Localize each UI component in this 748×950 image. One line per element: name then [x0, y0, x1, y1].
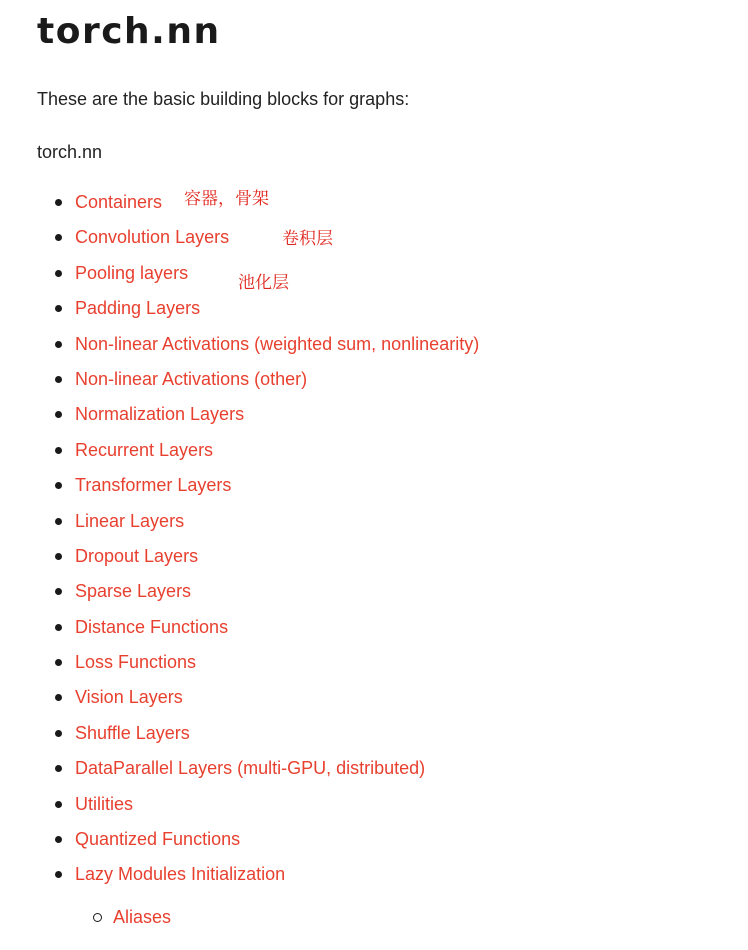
- bullet-icon: [55, 765, 62, 772]
- bullet-icon: [55, 270, 62, 277]
- toc-item-dropout-layers: [0, 544, 479, 579]
- bullet-icon: [55, 588, 62, 595]
- bullet-icon: [55, 659, 62, 666]
- toc-item-vision-layers: [0, 685, 479, 720]
- toc-link-lazy-modules-initialization[interactable]: Lazy Modules Initialization: [75, 864, 286, 885]
- toc-link-loss-functions[interactable]: Loss Functions: [75, 652, 197, 673]
- toc-item-linear-layers: [0, 509, 479, 544]
- bullet-icon: [55, 624, 62, 631]
- toc-link-transformer-layers[interactable]: Transformer Layers: [75, 475, 232, 496]
- toc-link-pooling-layers[interactable]: Pooling layers: [75, 262, 189, 283]
- toc-item-nonlinear-activations-other: [0, 367, 479, 402]
- toc-link-vision-layers[interactable]: Vision Layers: [75, 687, 183, 708]
- bullet-icon: [55, 341, 62, 348]
- toc-link-normalization-layers[interactable]: Normalization Layers: [75, 404, 245, 425]
- toc-item-recurrent-layers: [0, 438, 479, 473]
- toc-item-nonlinear-activations-weighted: [0, 332, 479, 367]
- toc-item-padding-layers: [0, 296, 479, 331]
- section-label: torch.nn: [37, 142, 103, 162]
- toc-link-dropout-layers[interactable]: Dropout Layers: [75, 545, 199, 566]
- toc-item-distance-functions: [0, 615, 479, 650]
- intro-text: These are the basic building blocks for graphs:: [37, 89, 410, 109]
- toc-link-shuffle-layers[interactable]: Shuffle Layers: [75, 722, 190, 743]
- annotation-convolution: 卷积层: [282, 229, 333, 249]
- bullet-icon: [55, 518, 62, 525]
- toc-link-convolution-layers[interactable]: Convolution Layers: [75, 227, 230, 248]
- toc-item-quantized-functions: [0, 827, 479, 862]
- bullet-icon: [55, 234, 62, 241]
- toc-item-lazy-modules-initialization: [0, 862, 479, 897]
- toc-link-nonlinear-activations-other[interactable]: Non-linear Activations (other): [75, 368, 308, 389]
- toc-link-distance-functions[interactable]: Distance Functions: [75, 616, 229, 637]
- bullet-icon: [55, 801, 62, 808]
- toc-link-nonlinear-activations-weighted[interactable]: Non-linear Activations (weighted sum, nonlinearity): [75, 333, 480, 354]
- page-title: torch.nn: [37, 11, 221, 52]
- bullet-icon: [55, 871, 62, 878]
- toc-item-transformer-layers: [0, 473, 479, 508]
- bullet-icon: [55, 730, 62, 737]
- toc-link-padding-layers[interactable]: Padding Layers: [75, 298, 201, 319]
- bullet-icon: [55, 694, 62, 701]
- toc-link-dataparallel-layers[interactable]: DataParallel Layers (multi-GPU, distributed): [75, 758, 426, 779]
- annotation-containers: 容器，骨架: [184, 189, 269, 209]
- toc-item-normalization-layers: [0, 402, 479, 437]
- toc-item-convolution-layers: [0, 225, 479, 260]
- toc-link-sparse-layers[interactable]: Sparse Layers: [75, 581, 192, 602]
- bullet-icon: [55, 447, 62, 454]
- annotation-pooling: 池化层: [238, 273, 289, 293]
- toc-item-sparse-layers: [0, 579, 479, 614]
- bullet-icon: [55, 376, 62, 383]
- toc-link-linear-layers[interactable]: Linear Layers: [75, 510, 185, 531]
- bullet-icon: [55, 411, 62, 418]
- bullet-icon: [55, 553, 62, 560]
- bullet-icon: [55, 482, 62, 489]
- toc-link-utilities[interactable]: Utilities: [75, 793, 134, 814]
- bullet-icon: [55, 199, 62, 206]
- toc-link-recurrent-layers[interactable]: Recurrent Layers: [75, 439, 214, 460]
- bullet-icon: [55, 836, 62, 843]
- toc-link-aliases[interactable]: Aliases: [113, 907, 172, 927]
- toc-link-containers[interactable]: Containers: [75, 192, 163, 212]
- toc-link-quantized-functions[interactable]: Quantized Functions: [75, 829, 241, 850]
- toc-item-dataparallel-layers: [0, 756, 479, 791]
- toc-item-utilities: [0, 792, 479, 827]
- toc-subitem-aliases: [0, 905, 171, 931]
- toc-list: [0, 190, 479, 898]
- toc-item-shuffle-layers: [0, 721, 479, 756]
- hollow-bullet-icon: [93, 913, 102, 922]
- toc-item-loss-functions: [0, 650, 479, 685]
- bullet-icon: [55, 305, 62, 312]
